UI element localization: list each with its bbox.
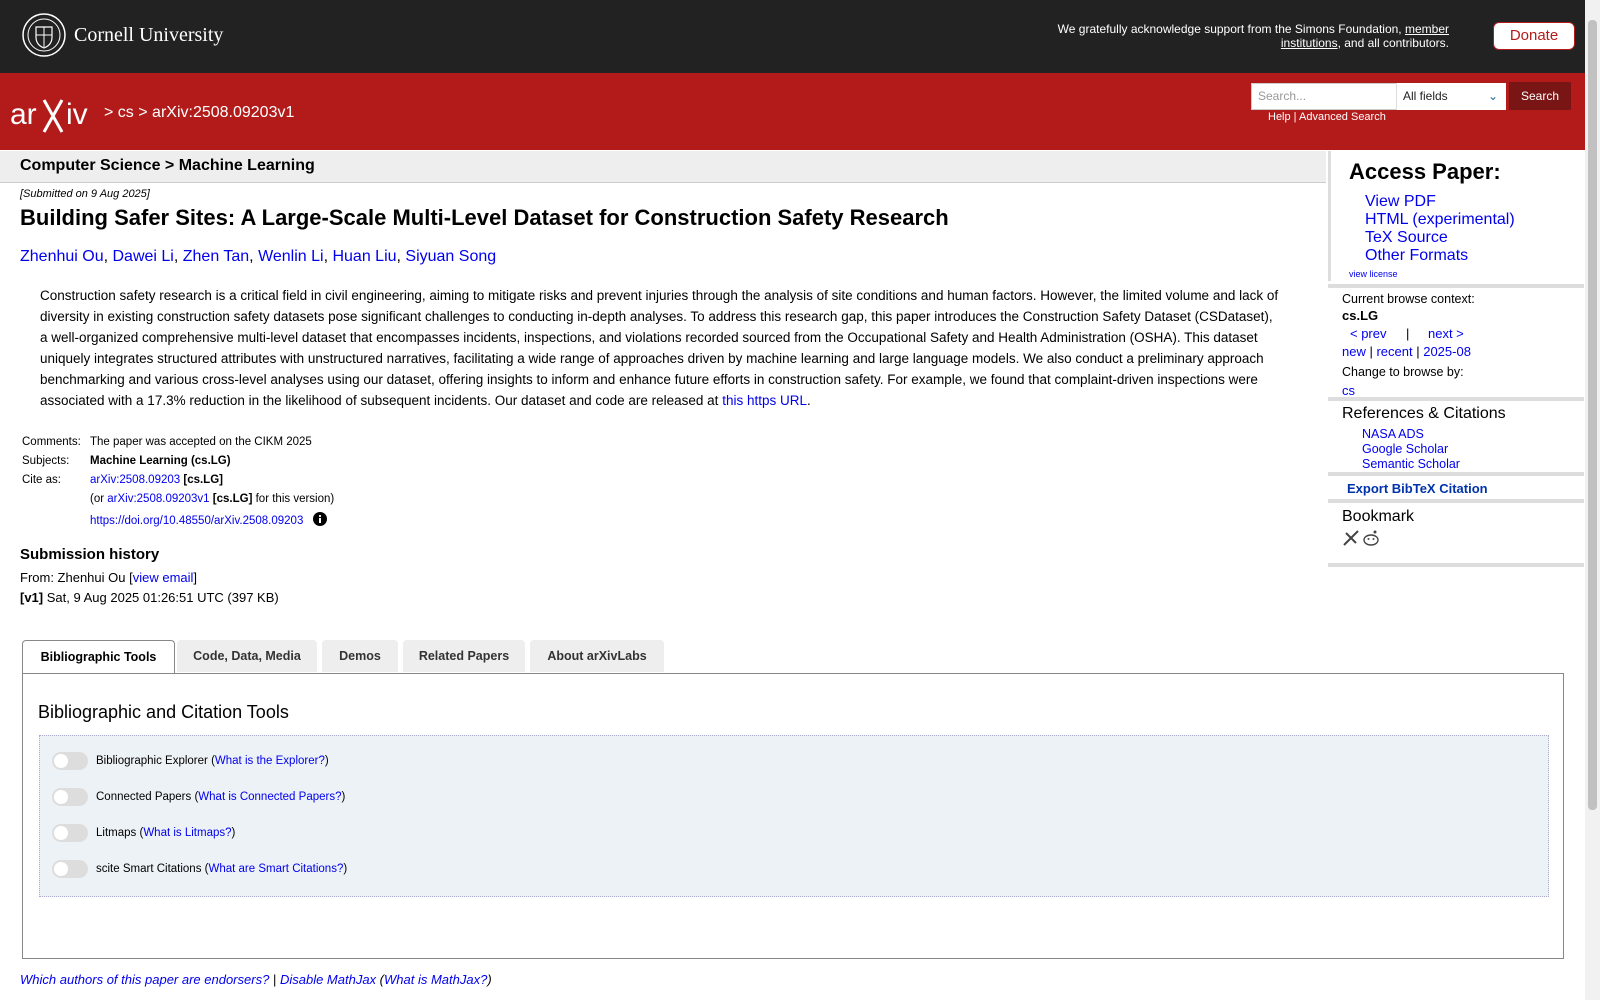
cornell-seal-icon[interactable] <box>22 13 66 57</box>
breadcrumb-paper-id: arXiv:2508.09203v1 <box>152 104 295 121</box>
tool-litmaps: Litmaps (What is Litmaps?) <box>52 824 235 842</box>
help-link[interactable]: Help <box>1268 111 1291 123</box>
sidebar <box>1328 151 1584 571</box>
submission-date: [Submitted on 9 Aug 2025] <box>20 188 150 200</box>
nasa-ads-link[interactable]: NASA ADS <box>1362 427 1424 441</box>
tool-scite: scite Smart Citations (What are Smart Citations?) <box>52 860 347 878</box>
browse-context: cs.LG <box>1342 308 1379 323</box>
university-name[interactable]: Cornell University <box>74 24 224 46</box>
bibliographic-explorer-toggle[interactable] <box>52 752 88 770</box>
doi-link[interactable]: https://doi.org/10.48550/arXiv.2508.09203 <box>90 515 304 527</box>
scite-toggle[interactable] <box>52 860 88 878</box>
subjects-value: Machine Learning (cs.LG) <box>90 455 231 467</box>
version-id-link[interactable]: arXiv:2508.09203v1 <box>107 493 210 505</box>
author-link[interactable]: Zhen Tan <box>182 248 250 265</box>
version-history: [v1] Sat, 9 Aug 2025 01:26:51 UTC (397 KB) <box>20 590 279 605</box>
cite-label: Cite as: <box>22 474 61 486</box>
footer-links: Which authors of this paper are endorsers? | Disable MathJax (What is MathJax?) <box>20 972 492 987</box>
tab-code-data-media[interactable]: Code, Data, Media <box>177 640 317 672</box>
scrollbar[interactable] <box>1585 0 1600 1000</box>
submitter: From: Zhenhui Ou [view email] <box>20 570 198 585</box>
tools-heading: Bibliographic and Citation Tools <box>38 702 289 722</box>
doi-row <box>90 512 327 527</box>
access-paper-box <box>1328 151 1587 281</box>
search-field-select[interactable]: All fields ⌄ <box>1396 83 1506 110</box>
donate-button[interactable]: Donate <box>1493 22 1575 50</box>
paper-title: Building Safer Sites: A Large-Scale Multi-Level Dataset for Construction Safety Research <box>20 205 949 230</box>
member-institutions-link[interactable]: member institutions <box>1280 22 1449 50</box>
tools-list <box>39 735 1549 897</box>
comments-value: The paper was accepted on the CIKM 2025 <box>90 436 312 448</box>
what-is-litmaps-link[interactable]: What is Litmaps? <box>143 827 232 840</box>
browse-context-box: Current browse context: cs.LG < prev | next > new | recent | 2025-08 Change to browse by: cs <box>1328 284 1584 398</box>
support-text: We gratefully acknowledge support from the Simons Foundation, member institutions, and all contributors. <box>1057 22 1449 50</box>
html-link[interactable]: HTML (experimental) <box>1365 211 1515 228</box>
search-button[interactable]: Search <box>1509 82 1571 110</box>
chevron-down-icon: ⌄ <box>1487 89 1498 103</box>
reddit-icon[interactable] <box>1362 529 1380 547</box>
disable-mathjax-link[interactable]: Disable MathJax <box>279 972 377 987</box>
version-cite: (or arXiv:2508.09203v1 [cs.LG] for this version) <box>90 493 335 505</box>
breadcrumb: > cs > arXiv:2508.09203v1 <box>104 104 295 121</box>
access-heading: Access Paper: <box>1349 159 1501 184</box>
code-url-link[interactable]: this https URL <box>722 393 807 408</box>
view-pdf-link[interactable]: View PDF <box>1365 193 1436 210</box>
prev-link[interactable]: < prev <box>1350 326 1387 341</box>
what-are-smart-citations-link[interactable]: What are Smart Citations? <box>208 863 344 876</box>
subject-bar <box>0 151 1326 183</box>
what-is-mathjax-link[interactable]: What is MathJax? <box>384 972 488 987</box>
month-link[interactable]: 2025-08 <box>1423 344 1471 359</box>
author-link[interactable]: Wenlin Li <box>258 248 324 265</box>
help-links: Help | Advanced Search <box>1268 111 1386 123</box>
author-list: Zhenhui Ou, Dawei Li, Zhen Tan, Wenlin Li, Huan Liu, Siyuan Song <box>20 248 497 265</box>
subject-heading: Computer Science > Machine Learning <box>20 157 315 174</box>
arxiv-nav-bar <box>0 73 1585 150</box>
advanced-search-link[interactable]: Advanced Search <box>1299 111 1386 123</box>
litmaps-toggle[interactable] <box>52 824 88 842</box>
bookmark-box: Bookmark <box>1328 499 1584 567</box>
tex-source-link[interactable]: TeX Source <box>1365 229 1448 246</box>
comments-label: Comments: <box>22 436 81 448</box>
tab-demos[interactable]: Demos <box>322 640 398 672</box>
semantic-scholar-link[interactable]: Semantic Scholar <box>1362 457 1460 471</box>
top-header <box>0 0 1585 73</box>
browse-cs-link[interactable]: cs <box>1342 383 1355 398</box>
new-link[interactable]: new <box>1342 344 1366 359</box>
export-box <box>1328 472 1584 500</box>
breadcrumb-cs[interactable]: cs <box>117 104 134 121</box>
bibsonomy-icon[interactable] <box>1342 529 1360 547</box>
what-is-connected-papers-link[interactable]: What is Connected Papers? <box>198 791 342 804</box>
tab-related-papers[interactable]: Related Papers <box>403 640 525 672</box>
author-link[interactable]: Siyuan Song <box>405 248 497 265</box>
tab-about-arxivlabs[interactable]: About arXivLabs <box>530 640 664 672</box>
scrollbar-thumb[interactable] <box>1588 20 1597 810</box>
view-email-link[interactable]: view email <box>132 570 194 585</box>
export-bibtex-link[interactable]: Export BibTeX Citation <box>1347 481 1488 496</box>
recent-link[interactable]: recent <box>1376 344 1413 359</box>
submission-history-heading: Submission history <box>20 546 160 563</box>
abstract: Construction safety research is a critical field in civil engineering, aiming to mitigate risks and prevent injuries through the analysis of site conditions and human factors. However, the limited volume and lack of diversity in existing construction safety datasets pose significant challenges to conducting in-depth analyses. To address this research gap, this paper introduces the Construction Safety Dataset (CSDataset), a well-organized comprehensive multi-level dataset that encompasses incidents, inspections, and violations recorded sourced from the Occupational Safety and Health Administration (OSHA). This dataset uniquely integrates structured attributes with unstructured narratives, facilitating a wide range of approaches driven by machine learning and large language models. We also conduct a preliminary approach benchmarking and various cross-level analyses using our dataset, offering insights to inform and enhance future efforts in construction safety. For example, we found that complaint-driven inspections were associated with a 17.3% reduction in the likelihood of subsequent incidents. Our dataset and code are released at this https URL. <box>40 288 1279 408</box>
tab-panel <box>22 673 1564 959</box>
author-link[interactable]: Huan Liu <box>332 248 397 265</box>
tool-connected-papers: Connected Papers (What is Connected Papers?) <box>52 788 345 806</box>
endorsers-link[interactable]: Which authors of this paper are endorsers? <box>20 972 270 987</box>
cite-id-link[interactable]: arXiv:2508.09203 <box>90 474 181 486</box>
next-link[interactable]: next > <box>1428 326 1464 341</box>
search-input[interactable]: Search... <box>1251 83 1405 110</box>
author-link[interactable]: Dawei Li <box>112 248 174 265</box>
what-is-explorer-link[interactable]: What is the Explorer? <box>214 755 325 768</box>
view-license-link[interactable]: view license <box>1349 269 1398 279</box>
svg-text:iv: iv <box>66 98 88 131</box>
tool-bibliographic-explorer: Bibliographic Explorer (What is the Explorer?) <box>52 752 329 770</box>
connected-papers-toggle[interactable] <box>52 788 88 806</box>
cite-value: arXiv:2508.09203 [cs.LG] <box>90 474 223 486</box>
references-box: References & Citations NASA ADS Google Scholar Semantic Scholar <box>1328 397 1584 473</box>
arxiv-logo-icon[interactable] <box>10 94 100 134</box>
author-link[interactable]: Zhenhui Ou <box>20 248 104 265</box>
info-icon[interactable] <box>313 512 327 526</box>
tab-bibliographic-tools[interactable]: Bibliographic Tools <box>22 640 175 675</box>
subjects-label: Subjects: <box>22 455 70 467</box>
svg-text:ar: ar <box>10 98 37 131</box>
google-scholar-link[interactable]: Google Scholar <box>1362 442 1449 456</box>
other-formats-link[interactable]: Other Formats <box>1365 247 1469 264</box>
